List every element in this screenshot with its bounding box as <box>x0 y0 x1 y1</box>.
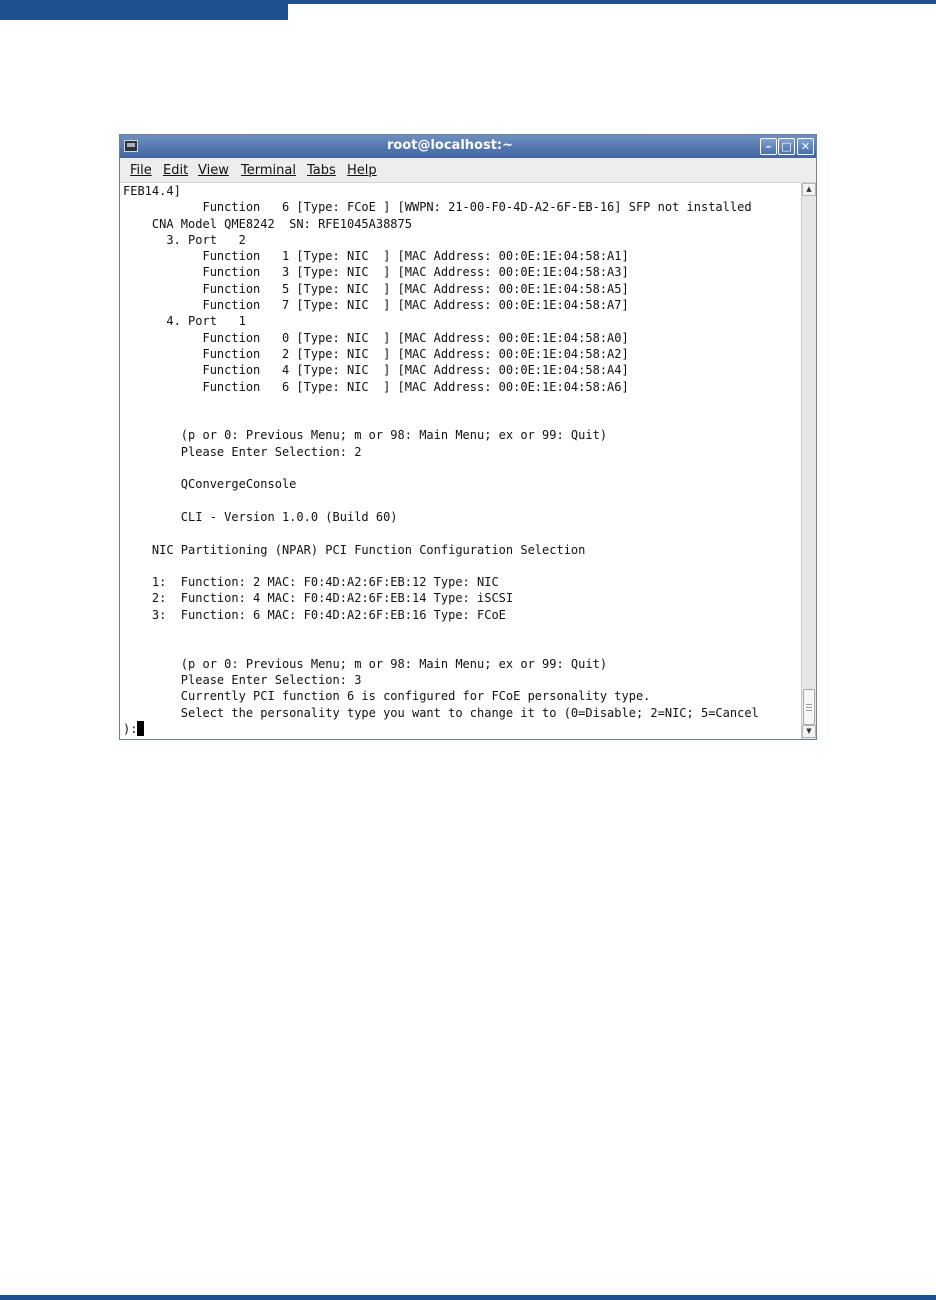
terminal-line: 4. Port 1 <box>123 314 246 329</box>
menu-file[interactable]: File <box>130 163 152 178</box>
vertical-scrollbar[interactable] <box>801 183 816 739</box>
menu-terminal[interactable]: Terminal <box>241 163 296 178</box>
terminal-lines <box>123 183 759 737</box>
terminal-line <box>123 411 759 427</box>
terminal-line: Function 2 [Type: NIC ] [MAC Address: 00:0E:1E:04:58:A2] <box>123 346 629 361</box>
terminal-line: 2: Function: 4 MAC: F0:4D:A2:6F:EB:14 Type: iSCSI <box>123 591 514 606</box>
terminal-prompt-line[interactable] <box>123 721 759 737</box>
terminal-line: 1: Function: 2 MAC: F0:4D:A2:6F:EB:12 Type: NIC <box>123 575 499 590</box>
terminal-line: Please Enter Selection: 3 <box>123 672 362 687</box>
menu-tabs[interactable]: Tabs <box>307 163 336 178</box>
terminal-line: 3. Port 2 <box>123 232 246 247</box>
maximize-button[interactable]: □ <box>778 138 795 155</box>
text-cursor <box>137 721 144 736</box>
terminal-line: Function 5 [Type: NIC ] [MAC Address: 00:0E:1E:04:58:A5] <box>123 281 629 296</box>
grip-line-icon <box>806 707 812 708</box>
terminal-line: 3: Function: 6 MAC: F0:4D:A2:6F:EB:16 Type: FCoE <box>123 607 506 622</box>
terminal-line: (p or 0: Previous Menu; m or 98: Main Menu; ex or 99: Quit) <box>123 428 608 443</box>
terminal-line <box>123 395 759 411</box>
terminal-line: Function 1 [Type: NIC ] [MAC Address: 00:0E:1E:04:58:A1] <box>123 249 629 264</box>
terminal-line: FEB14.4] <box>123 184 181 198</box>
terminal-line <box>123 558 759 574</box>
scroll-up-arrow-icon[interactable]: ▲ <box>802 183 816 196</box>
terminal-line: Function 6 [Type: FCoE ] [WWPN: 21-00-F0-4D-A2-6F-EB-16] SFP not installed <box>123 200 752 215</box>
terminal-line <box>123 639 759 655</box>
terminal-line: CNA Model QME8242 SN: RFE1045A38875 <box>123 216 412 231</box>
terminal-line: Function 6 [Type: NIC ] [MAC Address: 00:0E:1E:04:58:A6] <box>123 379 629 394</box>
terminal-line: Function 0 [Type: NIC ] [MAC Address: 00:0E:1E:04:58:A0] <box>123 330 629 345</box>
footer-accent-bar <box>0 1295 936 1300</box>
terminal-line: (p or 0: Previous Menu; m or 98: Main Menu; ex or 99: Quit) <box>123 656 608 671</box>
close-button[interactable]: ✕ <box>797 138 814 155</box>
scroll-down-arrow-icon[interactable]: ▼ <box>802 725 816 738</box>
terminal-prompt: ): <box>123 721 138 736</box>
terminal-line: Currently PCI function 6 is configured for FCoE personality type. <box>123 689 651 704</box>
minimize-button[interactable]: – <box>760 138 777 155</box>
grip-line-icon <box>806 704 812 705</box>
grip-line-icon <box>806 710 812 711</box>
window-title: root@localhost:~ <box>386 138 514 153</box>
terminal-output[interactable] <box>120 183 800 739</box>
terminal-line <box>123 525 759 541</box>
terminal-line: Please Enter Selection: 2 <box>123 444 362 459</box>
menu-edit[interactable]: Edit <box>163 163 189 178</box>
terminal-line: QConvergeConsole <box>123 477 297 492</box>
menu-help[interactable]: Help <box>347 163 377 178</box>
terminal-line <box>123 460 759 476</box>
terminal-line: Function 4 [Type: NIC ] [MAC Address: 00:0E:1E:04:58:A4] <box>123 363 629 378</box>
menu-bar <box>120 158 816 183</box>
menu-view[interactable]: View <box>198 163 229 178</box>
terminal-line: Function 7 [Type: NIC ] [MAC Address: 00:0E:1E:04:58:A7] <box>123 298 629 313</box>
terminal-window <box>119 134 817 740</box>
scroll-thumb[interactable] <box>803 689 815 725</box>
terminal-line: Function 3 [Type: NIC ] [MAC Address: 00:0E:1E:04:58:A3] <box>123 265 629 280</box>
terminal-line: NIC Partitioning (NPAR) PCI Function Configuration Selection <box>123 542 586 557</box>
terminal-line: Select the personality type you want to change it to (0=Disable; 2=NIC; 5=Cancel <box>123 705 759 720</box>
terminal-line <box>123 623 759 639</box>
window-titlebar[interactable] <box>120 135 816 158</box>
header-accent-bar <box>0 0 288 20</box>
terminal-line: CLI - Version 1.0.0 (Build 60) <box>123 509 398 524</box>
terminal-line <box>123 493 759 509</box>
